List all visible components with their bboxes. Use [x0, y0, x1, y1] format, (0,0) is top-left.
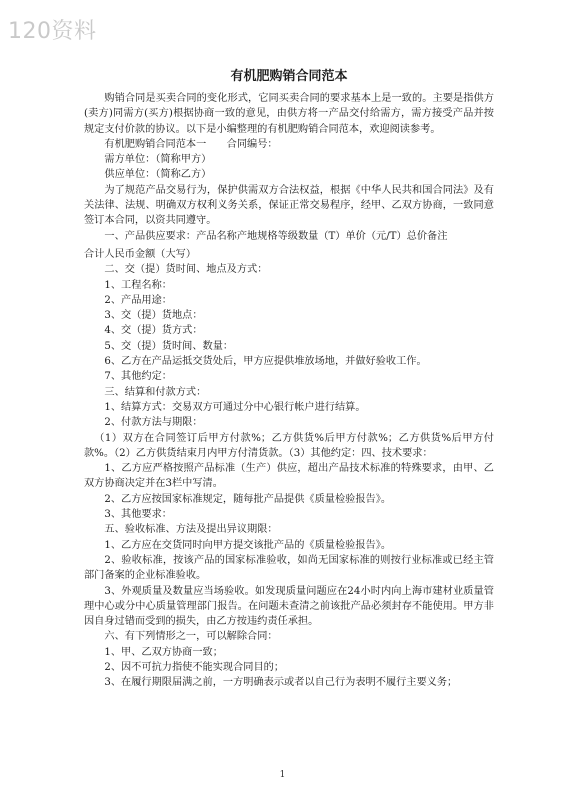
paragraph: 1、乙方应在交货同时向甲方提交该批产品的《质量检验报告》。 [104, 539, 392, 551]
paragraph: 3、外观质量及数量应当场验收。如发现质量问题应在24小时内向上海市建材业质量管理中心或分中心质量管理部门报告。在问题未查清之前该批产品必须封存不能使用。甲方非因自身过错而受到的损失，由乙方按违约责任承担。 [84, 585, 494, 628]
watermark-logo: 120资料 [8, 19, 97, 44]
paragraph: （1）双方在合同签订后甲方付款%；乙方供货%后甲方付款%；乙方供货%后甲方付款%。（2）乙方供货结束月内甲方付清货款。（3）其他约定：四、技术要求： [84, 432, 494, 459]
paragraph: 3、其他要求： [104, 509, 172, 521]
paragraph: 5、交（提）货时间、数量： [104, 340, 234, 352]
paragraph: 有机肥购销合同范本一 合同编号： [104, 138, 278, 150]
paragraph: 2、产品用途： [104, 294, 172, 306]
paragraph: 1、乙方应严格按照产品标准（生产）供应，超出产品技术标准的特殊要求，由甲、乙双方协商决定并在3栏中写清。 [84, 463, 494, 490]
paragraph: 一、产品供应要求：产品名称产地规格等级数量（T）单价（元/T）总价备注 [104, 230, 448, 242]
paragraph: 6、乙方在产品运抵交货处后，甲方应提供堆放场地，并做好验收工作。 [104, 356, 427, 368]
paragraph: 1、甲、乙双方协商一致； [104, 646, 223, 658]
page-number: 1 [279, 770, 286, 780]
paragraph: 2、验收标准，按该产品的国家标准验收，如尚无国家标准的则按行业标准或已经主管部门备案的企业标准验收。 [84, 554, 494, 582]
paragraph: 2、因不可抗力指使不能实现合同目的； [104, 661, 285, 673]
paragraph: 1、工程名称： [104, 279, 172, 291]
paragraph: 六、有下列情形之一，可以解除合同： [104, 631, 278, 643]
document-title: 有机肥购销合同范本 [230, 69, 348, 84]
paragraph: 3、在履行期限届满之前，一方明确表示或者以自己行为表明不履行主要义务； [104, 677, 458, 689]
paragraph: 需方单位：（简称甲方） [104, 154, 212, 166]
paragraph: 供应单位：（简称乙方） [104, 169, 212, 181]
paragraph: 4、交（提）货方式： [104, 325, 203, 337]
paragraph: 购销合同是买卖合同的变化形式，它同买卖合同的要求基本上是一致的。主要是指供方(卖方)同需方(买方)根据协商一致的意见，由供方将一产品交付给需方，需方接受产品并按规定支付价款的协议。以下是小编整理的有机肥购销合同范本，欢迎阅读参考。 [84, 93, 494, 135]
document-page [84, 68, 494, 691]
paragraph: 合计人民币金额（大写） [84, 248, 197, 260]
paragraph: 为了规范产品交易行为，保护供需双方合法权益，根据《中华人民共和国合同法》及有关法律、法规、明确双方权利义务关系，保证正常交易程序，经甲、乙双方协商，一致同意签订本合同，以资共同遵守。 [84, 184, 494, 227]
paragraph: 7、其他约定： [104, 371, 172, 383]
paragraph: 三、结算和付款方式： [104, 386, 207, 398]
document-body [84, 91, 494, 691]
paragraph: 1、结算方式：交易双方可通过分中心银行帐户进行结算。 [104, 401, 366, 413]
paragraph: 3、交（提）货地点： [104, 310, 203, 322]
paragraph: 五、验收标准、方法及提出异议期限： [104, 524, 278, 536]
paragraph: 二、交（提）货时间、地点及方式： [104, 264, 268, 276]
paragraph: 2、乙方应按国家标准规定，随每批产品提供《质量检验报告》。 [104, 493, 392, 505]
paragraph: 2、付款方法与期限： [104, 417, 203, 429]
